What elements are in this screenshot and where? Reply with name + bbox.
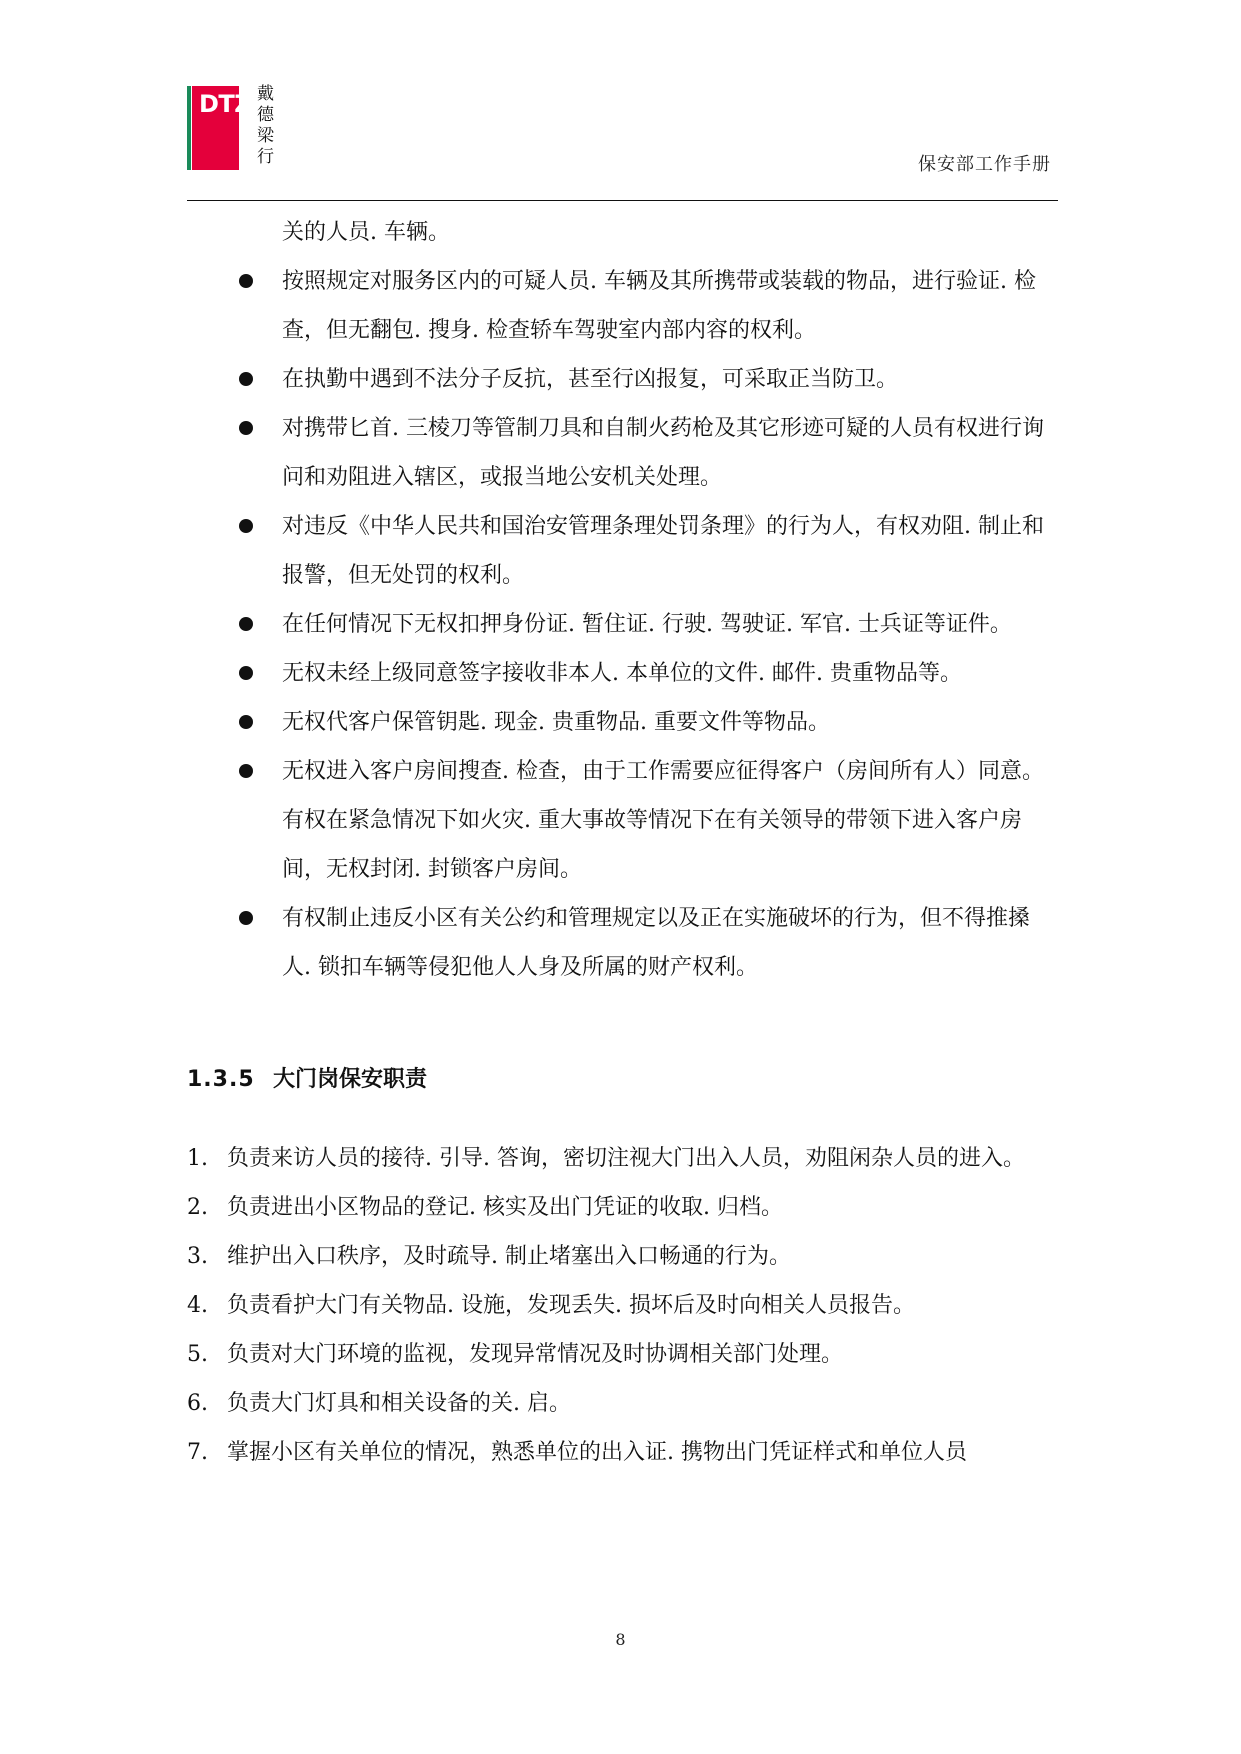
section-number: 1.3.5 xyxy=(187,1067,255,1092)
item-number: 2. xyxy=(187,1195,208,1220)
item-number: 7. xyxy=(187,1440,208,1465)
list-item: 7. 掌握小区有关单位的情况，熟悉单位的出入证. 携物出门凭证样式和单位人员 xyxy=(187,1428,1058,1477)
list-item: 6. 负责大门灯具和相关设备的关. 启。 xyxy=(187,1379,1058,1428)
bullet-list xyxy=(187,208,1058,992)
list-item: 5. 负责对大门环境的监视，发现异常情况及时协调相关部门处理。 xyxy=(187,1330,1058,1379)
item-number: 4. xyxy=(187,1293,208,1318)
bullet-icon xyxy=(239,372,253,386)
bullet-icon xyxy=(239,617,253,631)
company-logo xyxy=(187,86,275,170)
logo-char: 行 xyxy=(257,147,274,167)
bullet-icon xyxy=(239,715,253,729)
logo-char: 梁 xyxy=(257,126,274,146)
list-item: 2. 负责进出小区物品的登记. 核实及出门凭证的收取. 归档。 xyxy=(187,1183,1058,1232)
bullet-icon xyxy=(239,911,253,925)
list-item: 无权未经上级同意签字接收非本人. 本单位的文件. 邮件. 贵重物品等。 xyxy=(187,649,1058,698)
list-item: 对携带匕首. 三棱刀等管制刀具和自制火药枪及其它形迹可疑的人员有权进行询问和劝阻进入辖区，或报当地公安机关处理。 xyxy=(187,404,1058,502)
bullet-icon xyxy=(239,274,253,288)
document-title: 保安部工作手册 xyxy=(918,154,1051,175)
section-heading xyxy=(187,1055,1058,1104)
logo-chinese-name xyxy=(257,84,277,168)
bullet-icon xyxy=(239,666,253,680)
bullet-icon xyxy=(239,519,253,533)
numbered-list xyxy=(187,1134,1058,1477)
list-item: 无权进入客户房间搜查. 检查，由于工作需要应征得客户（房间所有人）同意。有权在紧急情况下如火灾. 重大事故等情况下在有关领导的带领下进入客户房间，无权封闭. 封锁客户房间。 xyxy=(187,747,1058,894)
continuation-text: 关的人员. 车辆。 xyxy=(282,220,450,245)
list-item: 有权制止违反小区有关公约和管理规定以及正在实施破坏的行为，但不得推搡人. 锁扣车辆等侵犯他人人身及所属的财产权利。 xyxy=(187,894,1058,992)
logo-char: 德 xyxy=(257,105,274,125)
list-item: 按照规定对服务区内的可疑人员. 车辆及其所携带或装载的物品，进行验证. 检查，但无翻包. 搜身. 检查轿车驾驶室内部内容的权利。 xyxy=(187,257,1058,355)
list-item: 1. 负责来访人员的接待. 引导. 答询，密切注视大门出入人员，劝阻闲杂人员的进入。 xyxy=(187,1134,1058,1183)
list-item: 无权代客户保管钥匙. 现金. 贵重物品. 重要文件等物品。 xyxy=(187,698,1058,747)
item-number: 6. xyxy=(187,1391,208,1416)
bullet-icon xyxy=(239,421,253,435)
list-item: 4. 负责看护大门有关物品. 设施，发现丢失. 损坏后及时向相关人员报告。 xyxy=(187,1281,1058,1330)
list-item: 在执勤中遇到不法分子反抗，甚至行凶报复，可采取正当防卫。 xyxy=(187,355,1058,404)
section-title: 大门岗保安职责 xyxy=(273,1067,428,1092)
item-number: 5. xyxy=(187,1342,208,1367)
item-number: 3. xyxy=(187,1244,208,1269)
list-item: 在任何情况下无权扣押身份证. 暂住证. 行驶. 驾驶证. 军官. 士兵证等证件。 xyxy=(187,600,1058,649)
page-body xyxy=(187,205,1058,1477)
item-number: 1. xyxy=(187,1146,208,1171)
logo-green-bar xyxy=(187,86,191,170)
list-item: 对违反《中华人民共和国治安管理条理处罚条理》的行为人，有权劝阻. 制止和报警，但无处罚的权利。 xyxy=(187,502,1058,600)
bullet-icon xyxy=(239,764,253,778)
logo-char: 戴 xyxy=(257,84,274,104)
logo-wordmark: DTZ xyxy=(199,90,252,118)
page-number: 8 xyxy=(615,1630,626,1649)
list-item: 3. 维护出入口秩序，及时疏导. 制止堵塞出入口畅通的行为。 xyxy=(187,1232,1058,1281)
header-divider xyxy=(187,200,1058,201)
